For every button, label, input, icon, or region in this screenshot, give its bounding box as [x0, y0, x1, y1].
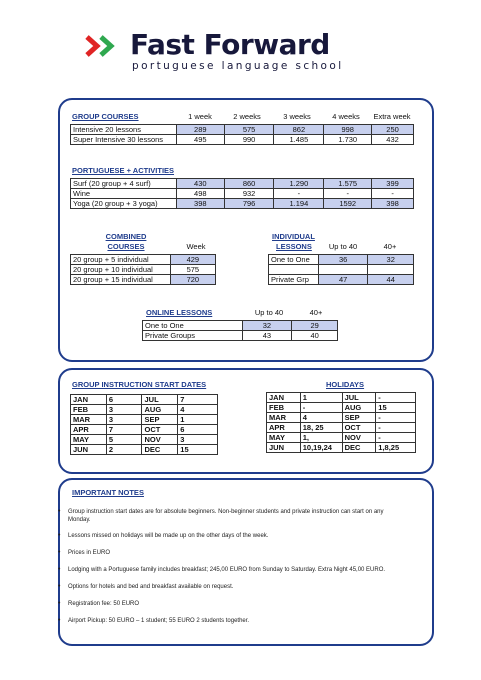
- table-row: [267, 403, 416, 413]
- row-label: One to One: [143, 321, 243, 331]
- date-cell: 4: [178, 405, 218, 415]
- row-label: [269, 265, 319, 275]
- date-cell: -: [300, 403, 342, 413]
- group-courses-heading: GROUP COURSES: [72, 112, 139, 121]
- month-cell: JUN: [267, 443, 301, 453]
- row-label: 20 group + 10 individual: [71, 265, 171, 275]
- table-row: [71, 425, 218, 435]
- activities-table: [70, 178, 414, 209]
- row-label: 20 group + 15 individual: [71, 275, 171, 285]
- price-cell: 495: [176, 135, 224, 145]
- month-cell: APR: [71, 425, 107, 435]
- table-row: [267, 423, 416, 433]
- date-cell: 3: [178, 435, 218, 445]
- individual-heading-2: LESSONS: [276, 242, 312, 251]
- table-row: [71, 199, 414, 209]
- combined-table: [70, 254, 216, 285]
- date-cell: 4: [300, 413, 342, 423]
- price-cell: 720: [170, 275, 215, 285]
- month-cell: SEP: [142, 415, 178, 425]
- price-cell: [368, 265, 414, 275]
- table-row: [267, 413, 416, 423]
- table-row: [71, 189, 414, 199]
- price-cell: 1592: [324, 199, 372, 209]
- activities-heading: PORTUGUESE + ACTIVITIES: [72, 166, 175, 175]
- price-cell: 862: [274, 125, 324, 135]
- combined-heading-2: COURSES: [107, 242, 145, 251]
- month-cell: NOV: [142, 435, 178, 445]
- date-cell: 1: [178, 415, 218, 425]
- price-cell: 990: [224, 135, 274, 145]
- col-header: 40+: [383, 242, 397, 251]
- month-cell: MAR: [267, 413, 301, 423]
- price-cell: 32: [368, 255, 414, 265]
- price-cell: 29: [292, 321, 338, 331]
- month-cell: JUL: [342, 393, 376, 403]
- table-row: [71, 405, 218, 415]
- date-cell: -: [376, 393, 416, 403]
- date-cell: 6: [178, 425, 218, 435]
- table-row: [269, 255, 414, 265]
- logo-title: Fast Forward: [130, 28, 330, 61]
- table-row: [71, 415, 218, 425]
- col-header: Up to 40: [328, 242, 358, 251]
- price-cell: 998: [324, 125, 372, 135]
- month-cell: JAN: [267, 393, 301, 403]
- month-cell: MAY: [267, 433, 301, 443]
- date-cell: 15: [376, 403, 416, 413]
- logo-subtitle: portuguese language school: [132, 60, 344, 72]
- row-label: Private Grp: [269, 275, 319, 285]
- holidays-heading: HOLIDAYS: [326, 380, 365, 389]
- price-cell: -: [274, 189, 324, 199]
- month-cell: JAN: [71, 395, 107, 405]
- online-table: [142, 320, 338, 341]
- table-row: [71, 445, 218, 455]
- month-cell: MAY: [71, 435, 107, 445]
- col-header: Up to 40: [254, 308, 284, 317]
- price-cell: 575: [224, 125, 274, 135]
- price-cell: 575: [170, 265, 215, 275]
- note-text: Group instruction start dates are for absolute beginners. Non-beginner students and private instruction can start on any Monday.: [68, 509, 384, 523]
- table-row: [143, 331, 338, 341]
- price-cell: 430: [176, 179, 224, 189]
- date-cell: 10,19,24: [300, 443, 342, 453]
- price-cell: 796: [224, 199, 274, 209]
- note-text: Lessons missed on holidays will be made up on the other days of the week.: [68, 533, 269, 539]
- price-cell: 1.194: [274, 199, 324, 209]
- row-label: Surf (20 group + 4 surf): [71, 179, 177, 189]
- online-heading: ONLINE LESSONS: [146, 308, 213, 317]
- row-label: 20 group + 5 individual: [71, 255, 171, 265]
- table-row: [71, 435, 218, 445]
- price-cell: 250: [372, 125, 414, 135]
- list-item: [58, 617, 398, 625]
- date-cell: 5: [106, 435, 142, 445]
- price-cell: 1.485: [274, 135, 324, 145]
- individual-table: [268, 254, 414, 285]
- month-cell: FEB: [267, 403, 301, 413]
- list-item: [58, 532, 398, 540]
- price-cell: 40: [292, 331, 338, 341]
- price-cell: 1.575: [324, 179, 372, 189]
- price-cell: 44: [368, 275, 414, 285]
- row-label: Wine: [71, 189, 177, 199]
- row-label: Yoga (20 group + 3 yoga): [71, 199, 177, 209]
- table-row: [143, 321, 338, 331]
- list-item: [58, 549, 398, 557]
- month-cell: DEC: [342, 443, 376, 453]
- table-row: [267, 433, 416, 443]
- date-cell: 1,: [300, 433, 342, 443]
- month-cell: APR: [267, 423, 301, 433]
- col-header: 40+: [309, 308, 323, 317]
- date-cell: 1: [300, 393, 342, 403]
- price-cell: 860: [224, 179, 274, 189]
- individual-heading-1: INDIVIDUAL: [272, 232, 315, 241]
- col-header: 4 weeks: [332, 112, 360, 121]
- date-cell: 3: [106, 415, 142, 425]
- list-item: [58, 600, 398, 608]
- list-item: [58, 566, 398, 574]
- bullet-icon: •: [58, 583, 61, 590]
- price-cell: 47: [318, 275, 368, 285]
- price-cell: -: [372, 189, 414, 199]
- table-row: [267, 443, 416, 453]
- date-cell: 18, 25: [300, 423, 342, 433]
- month-cell: OCT: [142, 425, 178, 435]
- combined-heading-1: COMBINED: [105, 232, 147, 241]
- date-cell: 15: [178, 445, 218, 455]
- table-row: [269, 275, 414, 285]
- month-cell: NOV: [342, 433, 376, 443]
- date-cell: -: [376, 423, 416, 433]
- start-dates-heading: GROUP INSTRUCTION START DATES: [72, 380, 207, 389]
- price-cell: 432: [372, 135, 414, 145]
- note-text: Prices in EURO: [68, 550, 111, 556]
- price-cell: [318, 265, 368, 275]
- note-text: Options for hotels and bed and breakfast available on request.: [68, 584, 234, 590]
- bullet-icon: •: [58, 508, 61, 515]
- price-cell: 498: [176, 189, 224, 199]
- table-row: [71, 125, 414, 135]
- table-row: [71, 275, 216, 285]
- table-row: [269, 265, 414, 275]
- table-row: [267, 393, 416, 403]
- month-cell: DEC: [142, 445, 178, 455]
- table-row: [71, 265, 216, 275]
- date-cell: 6: [106, 395, 142, 405]
- month-cell: OCT: [342, 423, 376, 433]
- table-row: [71, 135, 414, 145]
- date-cell: 7: [106, 425, 142, 435]
- col-header: Week: [186, 242, 206, 251]
- holidays-table: [266, 392, 416, 453]
- bullet-icon: •: [58, 600, 61, 607]
- note-text: Lodging with a Portuguese family includes breakfast; 245,00 EURO from Sunday to Saturday. Extra Night 45,00 EURO.: [68, 567, 386, 573]
- list-item: [58, 583, 398, 591]
- price-cell: 32: [242, 321, 292, 331]
- price-cell: 932: [224, 189, 274, 199]
- row-label: One to One: [269, 255, 319, 265]
- list-item: [58, 508, 398, 524]
- month-cell: JUL: [142, 395, 178, 405]
- chevrons-icon: [84, 34, 124, 58]
- month-cell: JUN: [71, 445, 107, 455]
- price-cell: 289: [176, 125, 224, 135]
- date-cell: -: [376, 433, 416, 443]
- price-cell: 1.730: [324, 135, 372, 145]
- date-cell: 7: [178, 395, 218, 405]
- note-text: Airport Pickup: 50 EURO – 1 student; 55 EURO 2 students together.: [68, 618, 250, 624]
- col-header: Extra week: [373, 112, 411, 121]
- price-cell: 399: [372, 179, 414, 189]
- date-cell: 1,8,25: [376, 443, 416, 453]
- row-label: Intensive 20 lessons: [71, 125, 177, 135]
- month-cell: AUG: [142, 405, 178, 415]
- school-logo: [84, 30, 404, 74]
- price-cell: 36: [318, 255, 368, 265]
- month-cell: SEP: [342, 413, 376, 423]
- table-row: [71, 255, 216, 265]
- table-row: [71, 179, 414, 189]
- bullet-icon: •: [58, 549, 61, 556]
- col-header: 2 weeks: [233, 112, 261, 121]
- date-cell: -: [376, 413, 416, 423]
- col-header: 3 weeks: [283, 112, 311, 121]
- price-cell: 398: [176, 199, 224, 209]
- group-courses-table: [70, 124, 414, 145]
- month-cell: AUG: [342, 403, 376, 413]
- date-cell: 2: [106, 445, 142, 455]
- price-cell: 43: [242, 331, 292, 341]
- bullet-icon: •: [58, 617, 61, 624]
- notes-heading: IMPORTANT NOTES: [72, 488, 144, 497]
- start-dates-table: [70, 394, 218, 455]
- date-cell: 3: [106, 405, 142, 415]
- col-header: 1 week: [188, 112, 212, 121]
- row-label: Private Groups: [143, 331, 243, 341]
- bullet-icon: •: [58, 532, 61, 539]
- month-cell: MAR: [71, 415, 107, 425]
- row-label: Super Intensive 30 lessons: [71, 135, 177, 145]
- bullet-icon: •: [58, 566, 61, 573]
- price-cell: 429: [170, 255, 215, 265]
- note-text: Registration fee: 50 EURO: [68, 601, 140, 607]
- price-cell: -: [324, 189, 372, 199]
- price-cell: 398: [372, 199, 414, 209]
- table-row: [71, 395, 218, 405]
- month-cell: FEB: [71, 405, 107, 415]
- price-cell: 1.290: [274, 179, 324, 189]
